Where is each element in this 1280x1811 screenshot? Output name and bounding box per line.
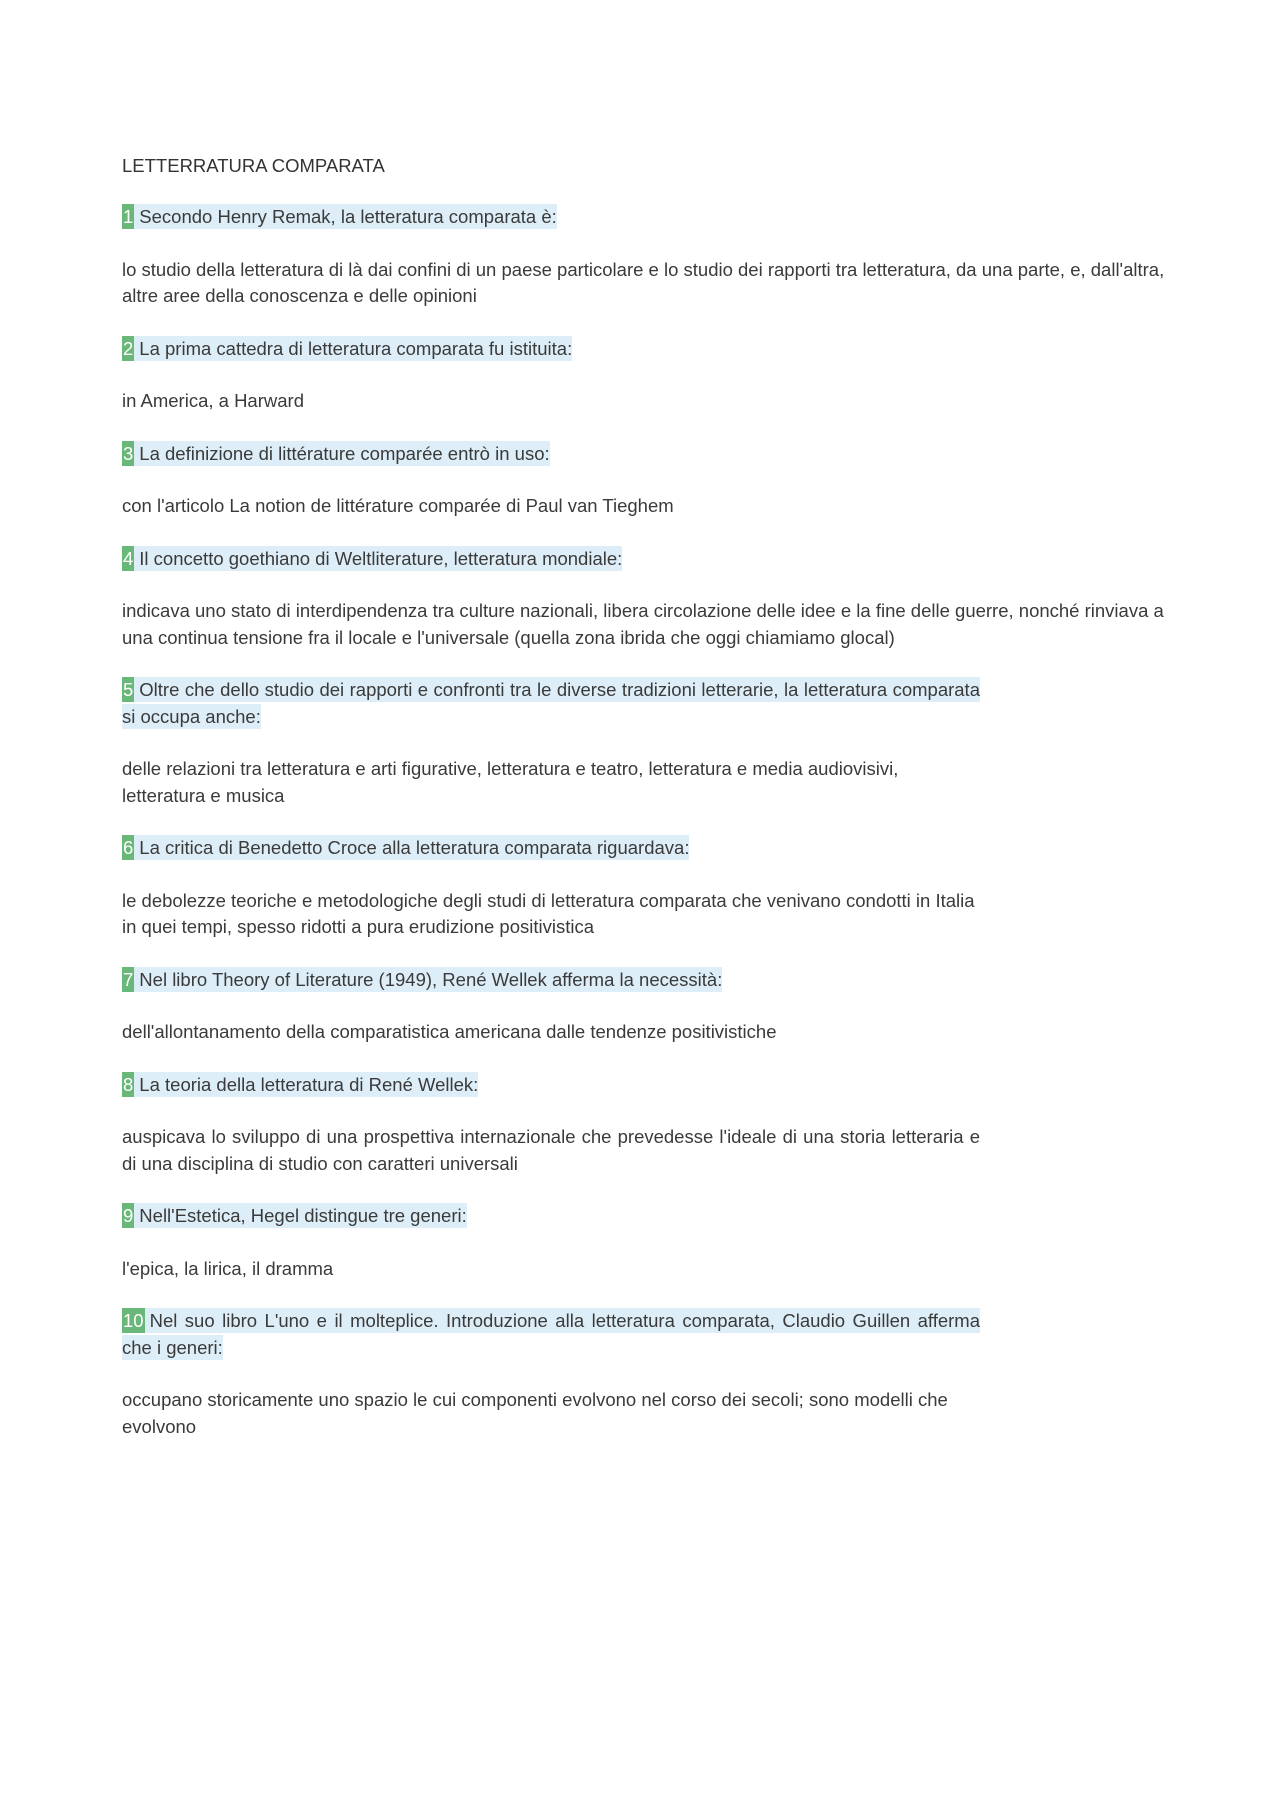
answer-5: delle relazioni tra letteratura e arti figurative, letteratura e teatro, letteratura e media audiovisivi, letteratura e musica xyxy=(122,758,899,806)
question-number: 10 xyxy=(123,1310,144,1331)
answer-6: le debolezze teoriche e metodologiche degli studi di letteratura comparata che venivano condotti in Italia in quei tempi, spesso ridotti a pura erudizione positivistica xyxy=(122,889,975,937)
answer-10: occupano storicamente uno spazio le cui componenti evolvono nel corso dei secoli; sono modelli che evolvono xyxy=(122,1389,948,1437)
question-3 xyxy=(122,441,1170,468)
question-text: La teoria della letteratura di René Wellek: xyxy=(139,1073,479,1095)
answer-4: indicava uno stato di interdipendenza tra culture nazionali, libera circolazione delle idee e la fine delle guerre, nonché rinviava a una continua tensione fra il locale e l'universale (quella zona ibrida che oggi chiamiamo glocal) xyxy=(122,600,1164,648)
question-text: Il concetto goethiano di Weltliterature, letteratura mondiale: xyxy=(139,547,623,569)
question-7 xyxy=(122,967,1170,994)
question-number: 6 xyxy=(123,837,134,858)
question-10 xyxy=(122,1308,980,1361)
answer-1: lo studio della letteratura di là dai confini di un paese particolare e lo studio dei rapporti tra letteratura, da una parte, e, dall'altra, altre aree della conoscenza e delle opinioni xyxy=(122,258,1165,306)
answer-9: l'epica, la lirica, il dramma xyxy=(122,1257,334,1279)
question-text: Nell'Estetica, Hegel distingue tre generi: xyxy=(139,1205,467,1226)
question-number: 5 xyxy=(123,679,134,700)
question-text: La prima cattedra di letteratura comparata fu istituita: xyxy=(139,337,573,359)
question-number: 8 xyxy=(123,1073,134,1095)
question-2 xyxy=(122,336,1170,363)
question-8 xyxy=(122,1072,1170,1099)
question-number: 9 xyxy=(123,1205,134,1226)
answer-3: con l'articolo La notion de littérature comparée di Paul van Tieghem xyxy=(122,495,674,516)
document-page xyxy=(122,152,1170,1466)
question-4 xyxy=(122,546,1170,573)
question-text: La critica di Benedetto Croce alla letteratura comparata riguardava: xyxy=(139,837,690,858)
question-number: 1 xyxy=(123,206,134,227)
question-text: Nel libro Theory of Literature (1949), René Wellek afferma la necessità: xyxy=(139,968,723,990)
question-6 xyxy=(122,835,1170,862)
question-9 xyxy=(122,1203,1170,1230)
question-text: Nel suo libro L'uno e il molteplice. Introduzione alla letteratura comparata, Claudio Guillen afferma che i generi: xyxy=(122,1310,980,1358)
answer-8: auspicava lo sviluppo di una prospettiva internazionale che prevedesse l'ideale di una storia letteraria e di una disciplina di studio con caratteri universali xyxy=(122,1126,980,1174)
answer-2: in America, a Harward xyxy=(122,390,304,411)
question-number: 7 xyxy=(123,968,134,990)
question-number: 3 xyxy=(123,442,134,464)
question-5 xyxy=(122,677,980,730)
question-1 xyxy=(122,204,1170,231)
document-title: LETTERRATURA COMPARATA xyxy=(122,155,385,176)
question-text: Secondo Henry Remak, la letteratura comparata è: xyxy=(139,206,557,227)
question-number: 4 xyxy=(123,547,134,569)
question-text: La definizione di littérature comparée entrò in uso: xyxy=(139,442,550,464)
answer-7: dell'allontanamento della comparatistica americana dalle tendenze positivistiche xyxy=(122,1021,777,1042)
question-number: 2 xyxy=(123,337,134,359)
question-text: Oltre che dello studio dei rapporti e confronti tra le diverse tradizioni letterarie, la letteratura comparata si occupa anche: xyxy=(122,679,980,727)
